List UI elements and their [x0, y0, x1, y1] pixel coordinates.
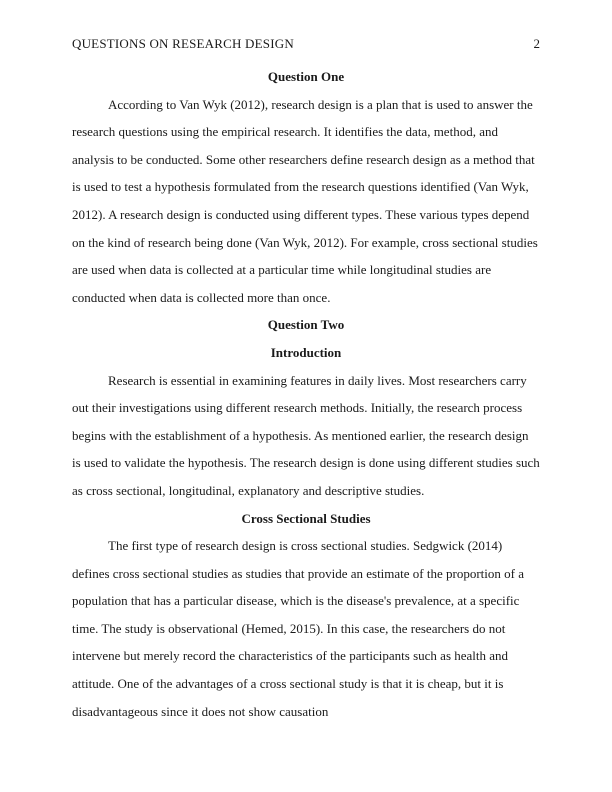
- running-head: QUESTIONS ON RESEARCH DESIGN: [72, 36, 294, 51]
- page-number: 2: [533, 36, 540, 51]
- page-header: [72, 36, 540, 51]
- document-body: [72, 63, 540, 725]
- paragraph-introduction: Research is essential in examining features in daily lives. Most researchers carry out their investigations using different research methods. Initially, the research process begins with the establishment of a hypothesis. As mentioned earlier, the research design is used to validate the hypothesis. The research design is done using different studies such as cross sectional, longitudinal, explanatory and descriptive studies.: [72, 372, 540, 498]
- paragraph-question-one: According to Van Wyk (2012), research design is a plan that is used to answer the research questions using the empirical research. It identifies the data, method, and analysis to be conducted. Some other researchers define research design as a method that is used to test a hypothesis formulated from the research questions identified (Van Wyk, 2012). A research design is conducted using different types. These various types depend on the kind of research being done (Van Wyk, 2012). For example, cross sectional studies are used when data is collected at a particular time while longitudinal studies are conducted when data is collected more than once.: [72, 96, 538, 305]
- heading-question-one: Question One: [267, 69, 345, 84]
- heading-introduction: Introduction: [270, 344, 342, 360]
- heading-cross-sectional-studies: Cross Sectional Studies: [241, 510, 371, 526]
- paragraph-cross-sectional-studies: The first type of research design is cross sectional studies. Sedgwick (2014) defines cross sectional studies as studies that provide an estimate of the proportion of a population that has a particular disease, which is the disease's prevalence, at a specific time. The study is observational (Hemed, 2015). In this case, the researchers do not intervene but merely record the characteristics of the participants such as health and attitude. One of the advantages of a cross sectional study is that it is cheap, but it is disadvantageous since it does not show causation: [72, 538, 524, 719]
- heading-question-two: Question Two: [267, 317, 345, 333]
